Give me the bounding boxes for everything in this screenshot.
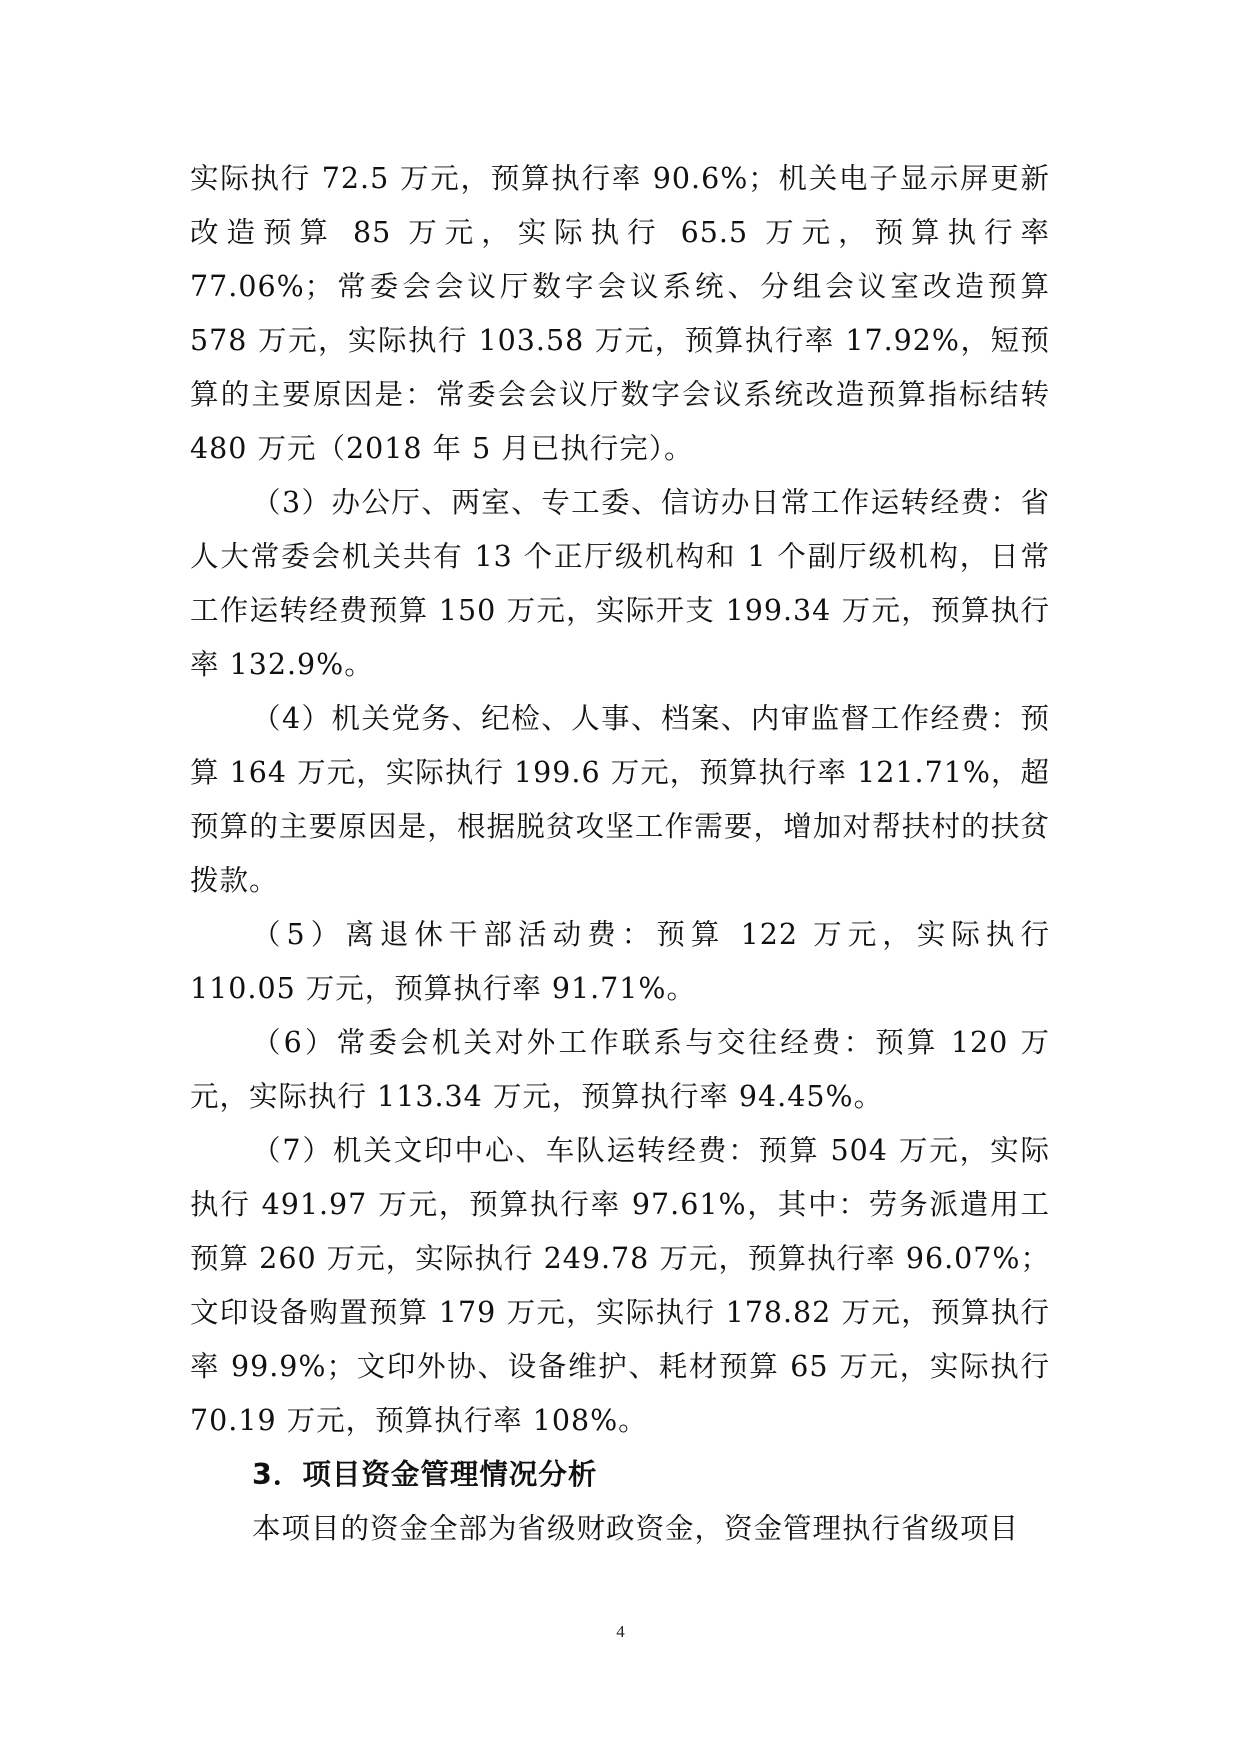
paragraph-item-4: （4）机关党务、纪检、人事、档案、内审监督工作经费：预算 164 万元，实际执行 199.6 万元，预算执行率 121.71%，超预算的主要原因是，根据脱贫攻坚工作需要，增加对帮扶村的扶贫拨款。 bbox=[190, 702, 1050, 897]
paragraph-item-5: （5）离退休干部活动费：预算 122 万元，实际执行 110.05 万元，预算执行率 91.71%。 bbox=[190, 918, 1050, 1005]
paragraph-section-3: 本项目的资金全部为省级财政资金，资金管理执行省级项目 bbox=[252, 1512, 1020, 1545]
paragraph-item-3: （3）办公厅、两室、专工委、信访办日常工作运转经费：省人大常委会机关共有 13 个正厅级机构和 1 个副厅级机构，日常工作运转经费预算 150 万元，实际开支 199.34 万元，预算执行率 132.9%。 bbox=[190, 486, 1050, 681]
paragraph-continuation: 实际执行 72.5 万元，预算执行率 90.6%；机关电子显示屏更新改造预算 85 万元，实际执行 65.5 万元，预算执行率 77.06%；常委会会议厅数字会议系统、分组会议室改造预算 578 万元，实际执行 103.58 万元，预算执行率 17.92%，短预算的主要原因是：常委会会议厅数字会议系统改造预算指标结转 480 万元（2018 年 5 月已执行完）。 bbox=[190, 162, 1050, 465]
document-body bbox=[190, 152, 1050, 1556]
paragraph-item-7: （7）机关文印中心、车队运转经费：预算 504 万元，实际执行 491.97 万元，预算执行率 97.61%，其中：劳务派遣用工预算 260 万元，实际执行 249.78 万元，预算执行率 96.07%；文印设备购置预算 179 万元，实际执行 178.82 万元，预算执行率 99.9%；文印外协、设备维护、耗材预算 65 万元，实际执行 70.19 万元，预算执行率 108%。 bbox=[190, 1134, 1050, 1437]
page-number: 4 bbox=[616, 1622, 625, 1641]
paragraph-item-6: （6）常委会机关对外工作联系与交往经费：预算 120 万元，实际执行 113.34 万元，预算执行率 94.45%。 bbox=[190, 1026, 1050, 1113]
section-heading: 3．项目资金管理情况分析 bbox=[252, 1458, 598, 1491]
